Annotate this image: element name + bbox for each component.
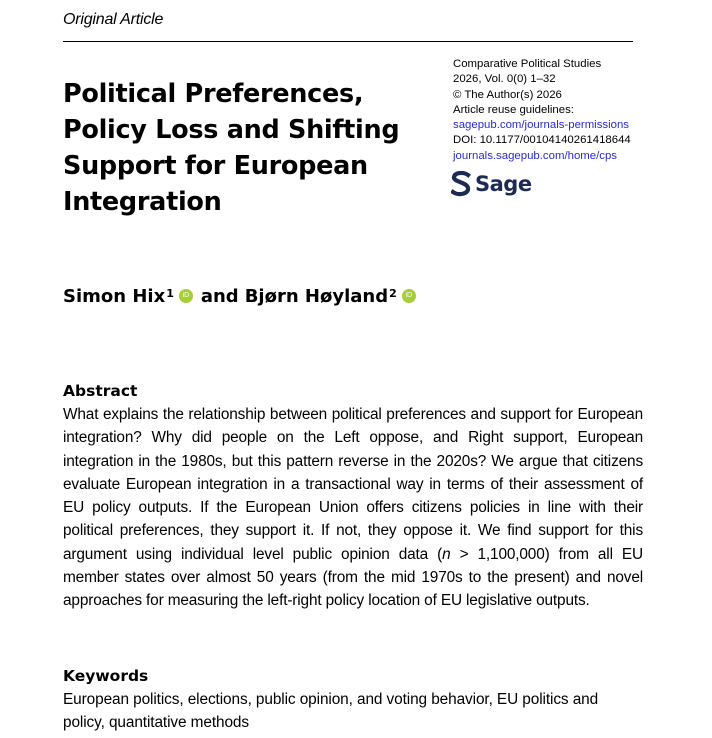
reuse-label: Article reuse guidelines: [453, 103, 574, 116]
sage-s-icon [451, 171, 471, 197]
authors-conjunction: and [200, 286, 239, 307]
article-title: Political Preferences, Policy Loss and Shifting Support for European Integration [63, 79, 400, 217]
orcid-icon[interactable]: iD [402, 289, 416, 303]
header-divider [63, 41, 633, 42]
journal-name: Comparative Political Studies [453, 58, 602, 70]
n-symbol: n [442, 545, 451, 563]
abstract-heading: Abstract [63, 382, 138, 400]
author-affiliation: 1 [166, 287, 174, 300]
journal-link[interactable]: journals.sagepub.com/home/cps [453, 149, 617, 162]
sage-wordmark: Sage [475, 172, 532, 196]
author-affiliation: 2 [389, 287, 397, 300]
abstract-text-part: What explains the relationship between political preferences and support for European integration? Why did people on the Left oppose, and Right support, European integration in the 1980s, but this pattern reverse in the 2020s? We argue that citizens evaluate European integration in a transactional way in terms of their assessment of EU policy outputs. If the European Union offers citizens policies in line with their political preferences, they support it. If not, they oppose it. We find support for this argument using individual level public opinion data ( [63, 406, 643, 563]
author-list [63, 286, 424, 307]
author-name: Bjørn Høyland [244, 286, 389, 307]
journal-meta [453, 57, 631, 164]
reuse-link[interactable]: sagepub.com/journals-permissions [453, 119, 630, 132]
keywords-text: European politics, elections, public opinion, and voting behavior, EU politics and policy, quantitative methods [63, 691, 599, 732]
copyright: © The Author(s) 2026 [453, 88, 562, 101]
article-type-label: Original Article [63, 11, 164, 28]
abstract-text-part: > 1,100,000) from all EU member states over almost 50 years (from the mid 1970s to the present) and novel approaches for measuring the left-right policy location of EU legislative outputs. [63, 545, 643, 610]
author-name: Simon Hix [63, 286, 166, 307]
volume-line: 2026, Vol. 0(0) 1–32 [453, 73, 556, 86]
abstract-text [63, 403, 643, 613]
doi: DOI: 10.1177/00104140261418644 [453, 134, 631, 147]
sage-logo [451, 171, 532, 197]
keywords-heading: Keywords [63, 667, 149, 685]
orcid-icon[interactable]: iD [179, 289, 193, 303]
